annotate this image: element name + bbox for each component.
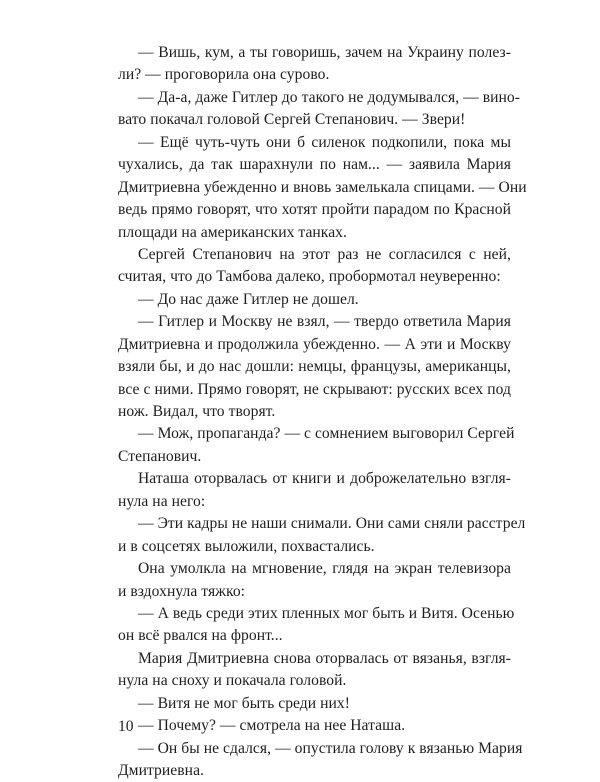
text-line: все с ними. Прямо говорят, не скрывают: русских всех под <box>118 380 511 398</box>
text-line: Дмитриевна и продолжила убежденно. — А эти и Москву <box>118 335 511 353</box>
text-line: — Мож, пропаганда? — с сомнением выговорил Сергей <box>138 425 515 443</box>
text-line: — Он бы не сдался, — опустила голову к вязанью Мария <box>138 739 523 757</box>
text-line: нож. Видал, что творят. <box>118 403 276 420</box>
text-line: — Ещё чуть-чуть они б силенок подкопили, пока мы <box>138 133 511 151</box>
text-line: — А ведь среди этих пленных мог быть и Витя. Осенью <box>138 604 515 622</box>
text-line: нула на сноху и покачала головой. <box>118 672 347 690</box>
text-line: ли? — проговорила она сурово. <box>118 66 330 84</box>
text-line: Она умолкла на мгновение, глядя на экран телевизора <box>138 560 511 578</box>
text-line: считая, что до Тамбова далеко, пробормотал неуверенно: <box>118 268 501 286</box>
text-line: чухались, да так шарахнули по нам... — заявила Мария <box>118 156 511 174</box>
text-line: — Гитлер и Москву не взял, — твердо ответила Мария <box>138 313 511 331</box>
text-line: — До нас даже Гитлер не дошел. <box>138 290 359 308</box>
text-line: Степанович. <box>118 447 202 465</box>
text-line: Наташа оторвалась от книги и доброжелательно взгля- <box>138 470 511 488</box>
text-line: Сергей Степанович на этот раз не согласился с ней, <box>138 245 511 263</box>
text-line: взяли бы, и до нас дошли: немцы, французы, американцы, <box>118 358 511 376</box>
text-line: площади на американских танках. <box>118 223 347 241</box>
text-line: ведь прямо говорят, что хотят пройти парадом по Красной <box>118 201 511 219</box>
text-line: он всё рвался на фронт... <box>118 627 283 645</box>
text-line: — Вишь, кум, а ты говоришь, зачем на Украину полез- <box>138 44 511 61</box>
text-line: — Витя не мог быть среди них! <box>138 694 351 712</box>
text-line: Мария Дмитриевна снова оторвалась от вязанья, взгля- <box>138 649 511 667</box>
text-line: вато покачал головой Сергей Степанович. — Звери! <box>118 111 466 129</box>
text-line: — Да-а, даже Гитлер до такого не додумывался, — вино- <box>138 88 521 106</box>
text-line: нула на него: <box>118 492 206 510</box>
page-body <box>118 42 527 782</box>
page-number: 10 <box>118 718 134 735</box>
text-line: — Почему? — смотрела на нее Наташа. <box>138 717 406 735</box>
text-line: Дмитриевна убежденно и вновь замелькала спицами. — Они <box>118 178 527 196</box>
text-line: — Эти кадры не наши снимали. Они сами сняли расстрел <box>138 515 526 533</box>
text-line: Дмитриевна. <box>118 762 204 779</box>
text-line: и вздохнула тяжко: <box>118 582 246 600</box>
text-line: и в соцсетях выложили, похвастались. <box>118 537 375 555</box>
